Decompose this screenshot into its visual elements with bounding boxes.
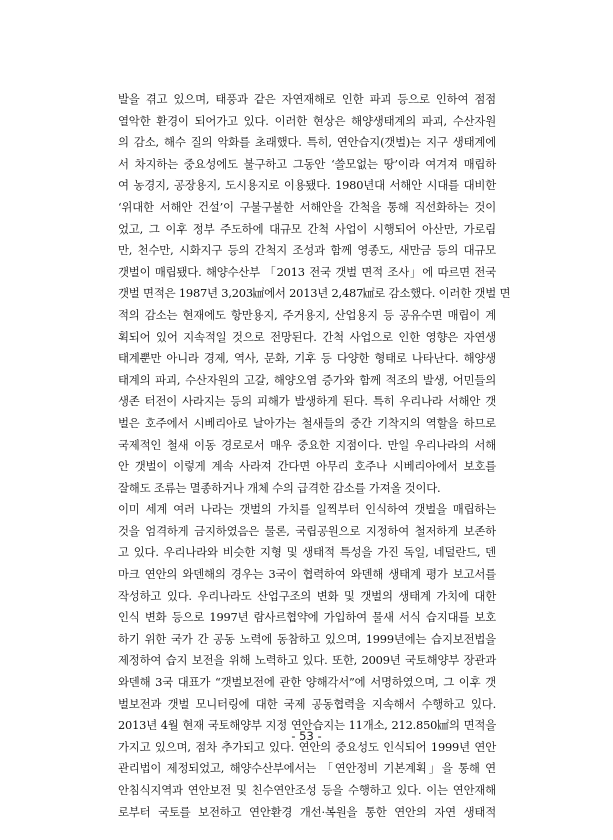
text-line: 2013년 4월 현재 국토해양부 지정 연안습지는 11개소, 212.850㎢의 면적을 [118,718,496,733]
text-line: 만, 천수만, 시화지구 등의 간척지 조성과 함께 영종도, 새만금 등의 대규모 [118,243,496,258]
page-number: - 53 - [291,729,322,743]
text-line: 태계뿐만 아니라 경제, 역사, 문화, 기후 등 다양한 형태로 나타난다. 해양생 [118,351,496,366]
text-line: 열악한 환경이 되어가고 있다. 이러한 현상은 해양생태계의 파괴, 수산자원 [118,113,496,128]
text-line: 제정하여 습지 보전을 위해 노력하고 있다. 또한, 2009년 국토해양부 장관과 [118,653,496,668]
text-line: 갯벌이 매립됐다. 해양수산부 「2013 전국 갯벌 면적 조사」에 따르면 전국 [118,264,496,279]
text-line: 것을 엄격하게 금지하였음은 물론, 국립공원으로 지정하여 철저하게 보존하 [118,523,496,538]
text-line: 관리법이 제정되었고, 해양수산부에서는 「연안정비 기본계획」을 통해 연 [118,761,496,776]
paragraph-start-line: 이미 세계 여러 나라는 갯벌의 가치를 일찍부터 인식하여 갯벌을 매립하는 [118,502,496,517]
body-text [118,89,511,823]
text-line: 로부터 국토를 보전하고 연안환경 개선·복원을 통한 연안의 자연 생태적 [118,804,496,819]
paragraph-end-line: 잘해도 조류는 멸종하거나 개체 수의 급격한 감소를 가져올 것이다. [118,480,441,495]
text-line: 안침식지역과 연안보전 및 친수연안조성 등을 수행하고 있다. 이는 연안재해 [118,783,496,797]
text-line: 벌은 호주에서 시베리아로 날아가는 철새들의 중간 기착지의 역할을 하므로 [118,415,496,430]
text-line: 벌보전과 갯벌 모니터링에 대한 국제 공동협력을 지속해서 수행하고 있다. [118,696,496,711]
text-line: 태계의 파괴, 수산자원의 고갈, 해양오염 증가와 함께 적조의 발생, 어민들의 [118,372,496,387]
text-line: 서 차지하는 중요성에도 불구하고 그동안 ‘쓸모없는 땅’이라 여겨져 매립하 [118,156,496,171]
text-line: 여 농경지, 공장용지, 도시용지로 이용됐다. 1980년대 서해안 시대를 대비한 [118,178,496,193]
text-line: 안 갯벌이 이렇게 계속 사라져 간다면 아무리 호주나 시베리아에서 보호를 [118,459,496,474]
text-line: 갯벌 면적은 1987년 3,203㎢에서 2013년 2,487㎢로 감소했다. 이러한 갯벌 면 [118,286,511,301]
text-line: 적의 감소는 현재에도 항만용지, 주거용지, 산업용지 등 공유수면 매립이 계 [118,307,496,322]
text-line: 고 있다. 우리나라와 비슷한 지형 및 생태적 특성을 가진 독일, 네덜란드, 덴 [118,545,496,560]
text-line: 었고, 그 이후 정부 주도하에 대규모 간척 사업이 시행되어 아산만, 가로림 [118,221,496,236]
text-line: 마크 연안의 와덴해의 경우는 3국이 협력하여 와덴해 생태계 평가 보고서를 [118,567,496,582]
text-line: 의 감소, 해수 질의 악화를 초래했다. 특히, 연안습지(갯벌)는 지구 생태계에 [118,135,496,150]
text-line: 작성하고 있다. 우리나라도 산업구조의 변화 및 갯벌의 생태계 가치에 대한 [118,588,496,603]
text-line: ‘위대한 서해안 건설’이 구불구불한 서해안을 간척을 통해 직선화하는 것이 [118,199,496,214]
text-line: 국제적인 철새 이동 경로로서 매우 중요한 지점이다. 만일 우리나라의 서해 [118,437,496,452]
text-line: 획되어 있어 지속적일 것으로 전망된다. 간척 사업으로 인한 영향은 자연생 [118,329,496,344]
text-line: 생존 터전이 사라지는 등의 피해가 발생하게 된다. 특히 우리나라 서해안 갯 [118,394,496,409]
text-line: 와덴해 3국 대표가 “갯벌보전에 관한 양해각서”에 서명하였으며, 그 이후 갯 [118,675,496,690]
text-line: 발을 겪고 있으며, 태풍과 같은 자연재해로 인한 파괴 등으로 인하여 점점 [118,92,496,106]
text-line: 인식 변화 등으로 1997년 람사르협약에 가입하여 물새 서식 습지대를 보호 [118,610,496,625]
text-line: 하기 위한 국가 간 공동 노력에 동참하고 있으며, 1999년에는 습지보전법을 [118,631,496,646]
text-line: 가지고 있으며, 점차 추가되고 있다. 연안의 중요성도 인식되어 1999년 연안 [118,739,496,754]
